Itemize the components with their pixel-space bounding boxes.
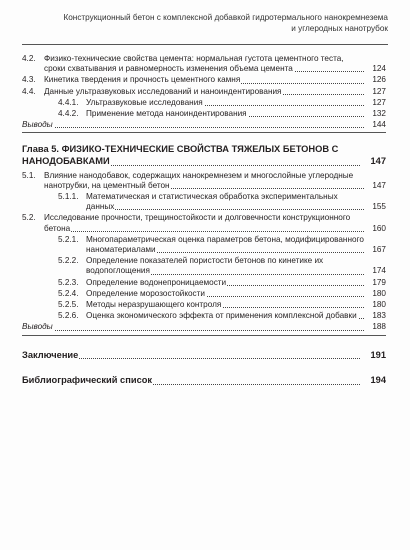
toc-entry-number: 5.2. bbox=[22, 213, 36, 223]
toc-entry bbox=[22, 87, 386, 97]
toc-entry bbox=[22, 278, 386, 288]
toc-entry-page: 155 bbox=[372, 202, 386, 212]
toc-entry bbox=[22, 75, 386, 85]
toc-entry-number: 5.2.1. bbox=[58, 234, 79, 244]
toc-entry-title: Влияние нанодобавок, содержащих нанокремнезем и многослойные углеродные нанотрубки, на цементный бетон bbox=[44, 170, 354, 190]
running-head bbox=[28, 12, 388, 34]
leader-dots bbox=[22, 330, 364, 331]
toc-entry bbox=[22, 322, 386, 332]
toc-entry-page: 180 bbox=[372, 288, 386, 298]
toc-entry bbox=[22, 213, 386, 233]
toc-entry bbox=[22, 120, 386, 130]
chapter-5-page: 147 bbox=[370, 156, 386, 167]
toc-entry-page: 160 bbox=[372, 223, 386, 233]
toc-entry-number: 5.2.3. bbox=[58, 277, 79, 287]
toc-entry-title: Методы неразрушающего контроля bbox=[86, 300, 222, 310]
toc-entry-number: 4.2. bbox=[22, 54, 36, 63]
table-of-contents bbox=[22, 54, 386, 387]
toc-entry-number: 5.1.1. bbox=[58, 192, 79, 202]
toc-entry bbox=[22, 300, 386, 310]
toc-entry-page: 127 bbox=[372, 97, 386, 107]
toc-entry-page: 167 bbox=[372, 245, 386, 255]
toc-entry-page: 144 bbox=[372, 120, 386, 130]
conclusion-title: Заключение bbox=[22, 349, 79, 360]
toc-entry-number: 5.2.4. bbox=[58, 288, 79, 298]
toc-chapter5-section bbox=[22, 171, 386, 336]
toc-entry-number: 5.1. bbox=[22, 170, 36, 180]
toc-bibliography bbox=[22, 375, 386, 387]
toc-entry-title: Определение водонепроницаемости bbox=[86, 277, 227, 287]
chapter-5-title: Глава 5. ФИЗИКО-ТЕХНИЧЕСКИЕ СВОЙСТВА ТЯЖЕЛЫХ БЕТОНОВ С НАНОДОБАВКАМИ bbox=[22, 144, 339, 167]
toc-entry bbox=[22, 289, 386, 299]
toc-entry-page: 124 bbox=[372, 64, 386, 74]
toc-entry-number: 4.3. bbox=[22, 75, 36, 85]
toc-entry-page: 179 bbox=[372, 277, 386, 287]
section-rule bbox=[22, 335, 386, 336]
toc-entry-title: Данные ультразвуковых исследований и наноиндентирования bbox=[44, 86, 282, 96]
toc-entry-page: 174 bbox=[372, 266, 386, 276]
toc-entry-page: 183 bbox=[372, 311, 386, 321]
leader-dots bbox=[44, 231, 364, 232]
bibliography-title: Библиографический список bbox=[22, 375, 153, 386]
toc-entry-page: 180 bbox=[372, 300, 386, 310]
toc-entry-title: Ультразвуковые исследования bbox=[86, 97, 203, 107]
toc-entry-title: Выводы bbox=[22, 322, 53, 332]
toc-conclusion bbox=[22, 350, 386, 362]
toc-entry-title: Выводы bbox=[22, 120, 53, 130]
running-head-line-1: Конструкционный бетон с комплексной добавкой гидротермального нанокремнезема bbox=[63, 13, 388, 22]
toc-entry-page: 127 bbox=[372, 86, 386, 96]
toc-entry bbox=[22, 192, 386, 212]
toc-entry-title: Определение показателей пористости бетонов по кинетике их водопоглощения bbox=[86, 256, 324, 276]
toc-entry-page: 188 bbox=[372, 322, 386, 332]
section-rule bbox=[22, 132, 386, 133]
toc-entry-title: Оценка экономического эффекта от применения комплексной добавки bbox=[86, 311, 357, 321]
toc-entry bbox=[22, 98, 386, 108]
toc-entry-title: Математическая и статистическая обработка экспериментальных данных bbox=[86, 192, 338, 212]
toc-entry-title: Физико-технические свойства цемента: нормальная густота цементного теста, сроки схватывания и равномерность изменения объема цемента bbox=[44, 54, 344, 74]
toc-entry-title: Определение морозостойкости bbox=[86, 288, 205, 298]
toc-entry bbox=[22, 54, 386, 74]
bibliography-page: 194 bbox=[370, 375, 386, 386]
toc-entry-page: 126 bbox=[372, 75, 386, 85]
toc-entry bbox=[22, 171, 386, 191]
toc-entry bbox=[22, 311, 386, 321]
toc-entry-page: 147 bbox=[372, 180, 386, 190]
toc-entry-number: 5.2.6. bbox=[58, 311, 79, 321]
toc-entry-title: Многопараметрическая оценка параметров бетона, модифицированного наноматериалами bbox=[86, 234, 364, 255]
toc-entry bbox=[22, 256, 386, 276]
toc-entry-number: 4.4.1. bbox=[58, 97, 79, 107]
toc-entry-title: Кинетика твердения и прочность цементного камня bbox=[44, 75, 241, 85]
toc-entry bbox=[22, 109, 386, 119]
leader-dots bbox=[22, 127, 364, 128]
toc-entry-page: 132 bbox=[372, 109, 386, 119]
toc-chapter4-section bbox=[22, 54, 386, 133]
toc-entry-number: 5.2.2. bbox=[58, 256, 79, 266]
toc-entry-title: Применение метода наноиндентирования bbox=[86, 109, 247, 119]
running-head-line-2: и углеродных нанотрубок bbox=[291, 24, 388, 33]
toc-entry-title: Исследование прочности, трещиностойкости и долговечности конструкционного бетона bbox=[44, 213, 351, 233]
toc-entry-number: 4.4. bbox=[22, 86, 36, 96]
header-rule bbox=[22, 44, 388, 45]
toc-entry-number: 4.4.2. bbox=[58, 109, 79, 119]
toc-entry-number: 5.2.5. bbox=[58, 300, 79, 310]
toc-entry bbox=[22, 235, 386, 255]
toc-chapter-5 bbox=[22, 144, 386, 167]
conclusion-page: 191 bbox=[370, 349, 386, 360]
leader-dots bbox=[86, 209, 364, 210]
